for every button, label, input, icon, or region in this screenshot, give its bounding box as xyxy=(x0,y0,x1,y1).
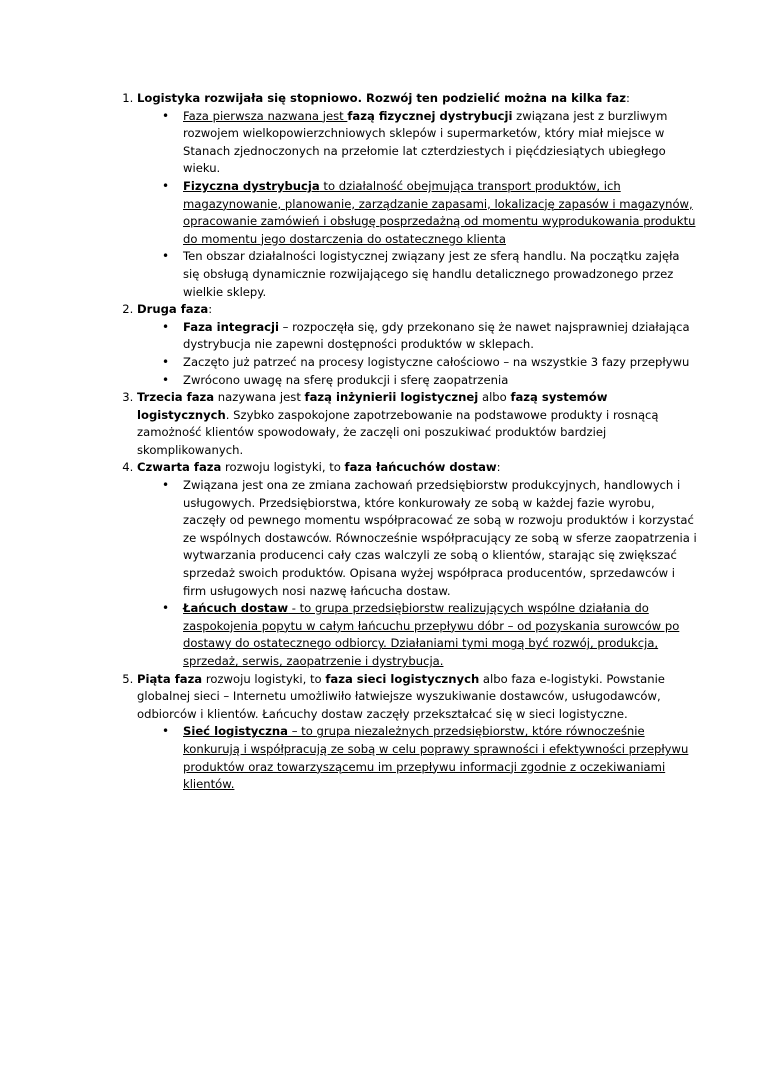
item-5-part-3: faza sieci logistycznych xyxy=(325,671,480,686)
bullet-2-1-term: Faza integracji xyxy=(183,319,279,334)
bullet-5-1-definition: – to grupa niezależnych przedsiębiorstw, które równocześnie konkurują i współpracują ze sobą w celu poprawy sprawności i efektywności przepływu produktów oraz towarzyszącemu im przepływu informacji zgodnie z oczekiwaniami klientów. xyxy=(183,724,689,792)
item-5-part-1: Piąta faza xyxy=(137,671,203,686)
item-3-part-5: fazą systemów logistycznych xyxy=(137,390,608,422)
item-2-intro-rest: : xyxy=(208,302,213,317)
item-2-intro-bold: Druga faza xyxy=(137,302,209,317)
bullet-5-1-term: Sieć logistyczna xyxy=(183,724,289,739)
list-item-3 xyxy=(137,389,697,459)
item-3-part-2: nazywana jest xyxy=(214,390,305,405)
bullet-1-1-text-a: Faza pierwsza nazwana jest xyxy=(183,108,348,123)
bullet-1-3 xyxy=(183,248,697,301)
item-4-part-2: rozwoju logistyki, to xyxy=(221,460,345,475)
item-3-part-3: fazą inżynierii logistycznej xyxy=(304,390,479,405)
item-1-bullets xyxy=(137,108,697,302)
bullet-2-3 xyxy=(183,372,697,390)
bullet-1-2 xyxy=(183,178,697,248)
bullet-2-3-text: Zwrócono uwagę na sferę produkcji i sferę zaopatrzenia xyxy=(183,372,509,387)
item-4-part-3: faza łańcuchów dostaw xyxy=(344,460,497,475)
item-3-part-1: Trzecia faza xyxy=(137,390,215,405)
item-1-intro-rest: : xyxy=(625,91,630,105)
item-5-bullets xyxy=(137,723,697,793)
item-4-part-1: Czwarta faza xyxy=(137,460,222,475)
list-item-2 xyxy=(137,301,697,389)
item-4-part-4: : xyxy=(496,460,501,475)
bullet-4-1-text: Związana jest ona ze zmiana zachowań przedsiębiorstw produkcyjnych, handlowych i usługowych. Przedsiębiorstwa, które konkurowały ze sobą w każdej fazie wyrobu, zaczęły od pewnego momentu współpracować ze sobą w rozwoju produktów i korzystać ze wspólnych dostawców. Równocześnie współpracujący ze sobą w sferze zaopatrzenia i wytwarzania producenci cały czas walczyli ze sobą o klientów, starając się zwiększać sprzedaż swoich produktów. Opisana wyżej współpraca producentów, sprzedawców i firm usługowych nosi nazwę łańcucha dostaw. xyxy=(183,478,697,598)
bullet-4-2-term: Łańcuch dostaw xyxy=(183,601,289,616)
bullet-1-2-term: Fizyczna dystrybucja xyxy=(183,178,320,193)
bullet-4-1 xyxy=(183,477,697,600)
list-item-1 xyxy=(137,90,697,301)
bullet-1-3-text: Ten obszar działalności logistycznej związany jest ze sferą handlu. Na początku zajęła się obsługą dynamicznie rozwijającego się handlu detalicznego prowadzonego przez wielkie sklepy. xyxy=(183,249,680,299)
bullet-4-2 xyxy=(183,600,697,670)
bullet-2-1 xyxy=(183,319,697,354)
bullet-1-1-text-c: związana jest z burzliwym rozwojem wielkopowierzchniowych sklepów i supermarketów, który miał miejsce w Stanach zjednoczonych na przełomie lat czterdziestych i pięćdziesiątych ubiegłego wieku. xyxy=(183,108,668,176)
bullet-4-2-definition: - to grupa przedsiębiorstw realizujących wspólne działania do zaspokojenia popytu w całym łańcuchu przepływu dóbr – od pozyskania surowców po dostawy do ostatecznego odbiorcy. Działaniami tymi mogą być rozwój, produkcja, sprzedaż, serwis, zaopatrzenie i dystrybucja. xyxy=(183,601,680,668)
item-5-part-2: rozwoju logistyki, to xyxy=(202,671,326,686)
bullet-2-2-text: Zaczęto już patrzeć na procesy logistyczne całościowo – na wszystkie 3 fazy przepływu xyxy=(183,354,690,369)
bullet-2-1-definition: – rozpoczęła się, gdy przekonano się że nawet najsprawniej działająca dystrybucja nie zapewni dostępności produktów w sklepach. xyxy=(183,319,690,352)
item-3-part-6: . Szybko zaspokojone zapotrzebowanie na podstawowe produkty i rosnącą zamożność klientów spowodowały, że zaczęli oni poszukiwać produktów bardziej skomplikowanych. xyxy=(137,407,659,457)
item-3-part-4: albo xyxy=(478,390,511,405)
bullet-1-1 xyxy=(183,108,697,178)
item-2-bullets xyxy=(137,319,697,389)
item-4-bullets xyxy=(137,477,697,671)
list-item-4 xyxy=(137,459,697,670)
phases-list xyxy=(108,90,697,794)
list-item-5 xyxy=(137,671,697,794)
bullet-5-1 xyxy=(183,723,697,793)
bullet-2-2 xyxy=(183,354,697,372)
bullet-1-1-text-b: fazą fizycznej dystrybucji xyxy=(347,108,513,123)
bullet-1-2-definition: to działalność obejmująca transport produktów, ich magazynowanie, planowanie, zarządzanie zapasami, lokalizację zapasów i magazynów, opracowanie zamówień i obsługę posprzedażną od momentu wyprodukowania produktu do momentu jego dostarczenia do ostatecznego klienta xyxy=(183,178,696,246)
item-5-part-4: albo faza e-logistyki. Powstanie globalnej sieci – Internetu umożliwiło łatwiejsze wyszukiwanie dostawców, usługodawców, odbiorców i klientów. Łańcuchy dostaw zaczęły przekształcać się w sieci logistyczne. xyxy=(137,671,665,721)
item-1-intro-bold: Logistyka rozwijała się stopniowo. Rozwój ten podzielić można na kilka faz xyxy=(137,91,626,105)
